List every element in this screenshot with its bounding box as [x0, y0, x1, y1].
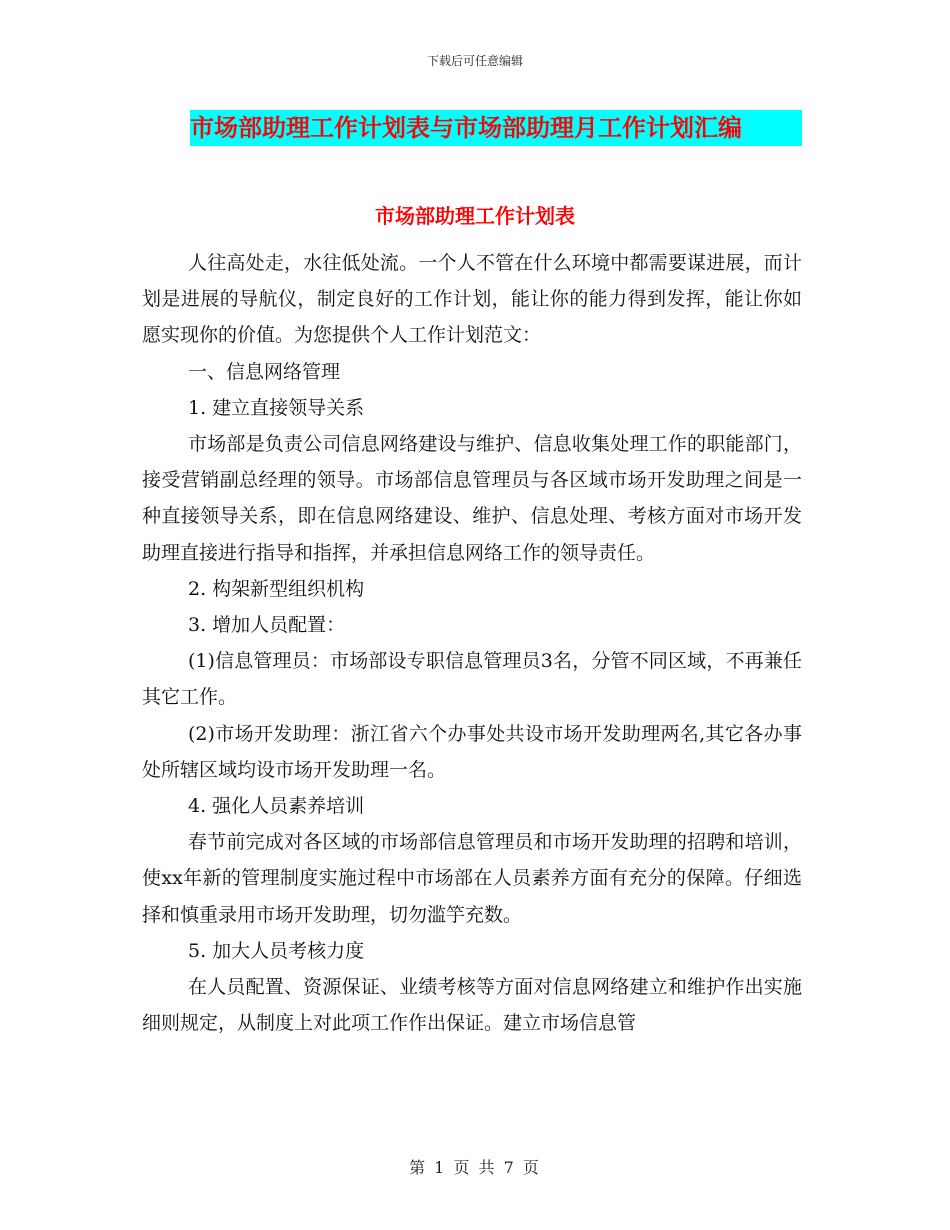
paragraph-assessment: 在人员配置、资源保证、业绩考核等方面对信息网络建立和维护作出实施细则规定，从制度上对此项工作作出保证。建立市场信息管 — [142, 976, 802, 1035]
page-number: 第 1 页 共 7 页 — [409, 1158, 541, 1177]
subheading-4: 4. 强化人员素养培训 — [188, 795, 365, 818]
heading-info-network: 一、信息网络管理 — [188, 360, 341, 383]
paragraph-intro: 人往高处走，水往低处流。一个人不管在什么环境中都需要谋进展，而计划是进展的导航仪，制定良好的工作计划，能让你的能力得到发挥，能让你如愿实现你的价值。为您提供个人工作计划范文： — [142, 252, 802, 347]
paragraph-staff-2: (2)市场开发助理：浙江省六个办事处共设市场开发助理两名,其它各办事处所辖区域均设市场开发助理一名。 — [142, 722, 802, 781]
section-title: 市场部助理工作计划表 — [375, 204, 575, 228]
paragraph-leadership: 市场部是负责公司信息网络建设与维护、信息收集处理工作的职能部门，接受营销副总经理的领导。市场部信息管理员与各区域市场开发助理之间是一种直接领导关系，即在信息网络建设、维护、信息处理、考核方面对市场开发助理直接进行指导和指挥，并承担信息网络工作的领导责任。 — [142, 433, 802, 564]
header-note: 下载后可任意编辑 — [426, 54, 523, 68]
subheading-1: 1. 建立直接领导关系 — [188, 396, 365, 419]
body-text — [142, 245, 802, 1041]
paragraph-staff-1: (1)信息管理员：市场部设专职信息管理员3名，分管不同区域，不再兼任其它工作。 — [142, 650, 802, 709]
document-title: 市场部助理工作计划表与市场部助理月工作计划汇编 — [190, 110, 802, 146]
paragraph-training: 春节前完成对各区域的市场部信息管理员和市场开发助理的招聘和培训，使xx年新的管理制度实施过程中市场部在人员素养方面有充分的保障。仔细选择和慎重录用市场开发助理，切勿滥竽充数。 — [142, 831, 802, 926]
subheading-2: 2. 构架新型组织机构 — [188, 577, 365, 600]
subheading-3: 3. 增加人员配置： — [188, 614, 346, 637]
subheading-5: 5. 加大人员考核力度 — [188, 939, 365, 962]
